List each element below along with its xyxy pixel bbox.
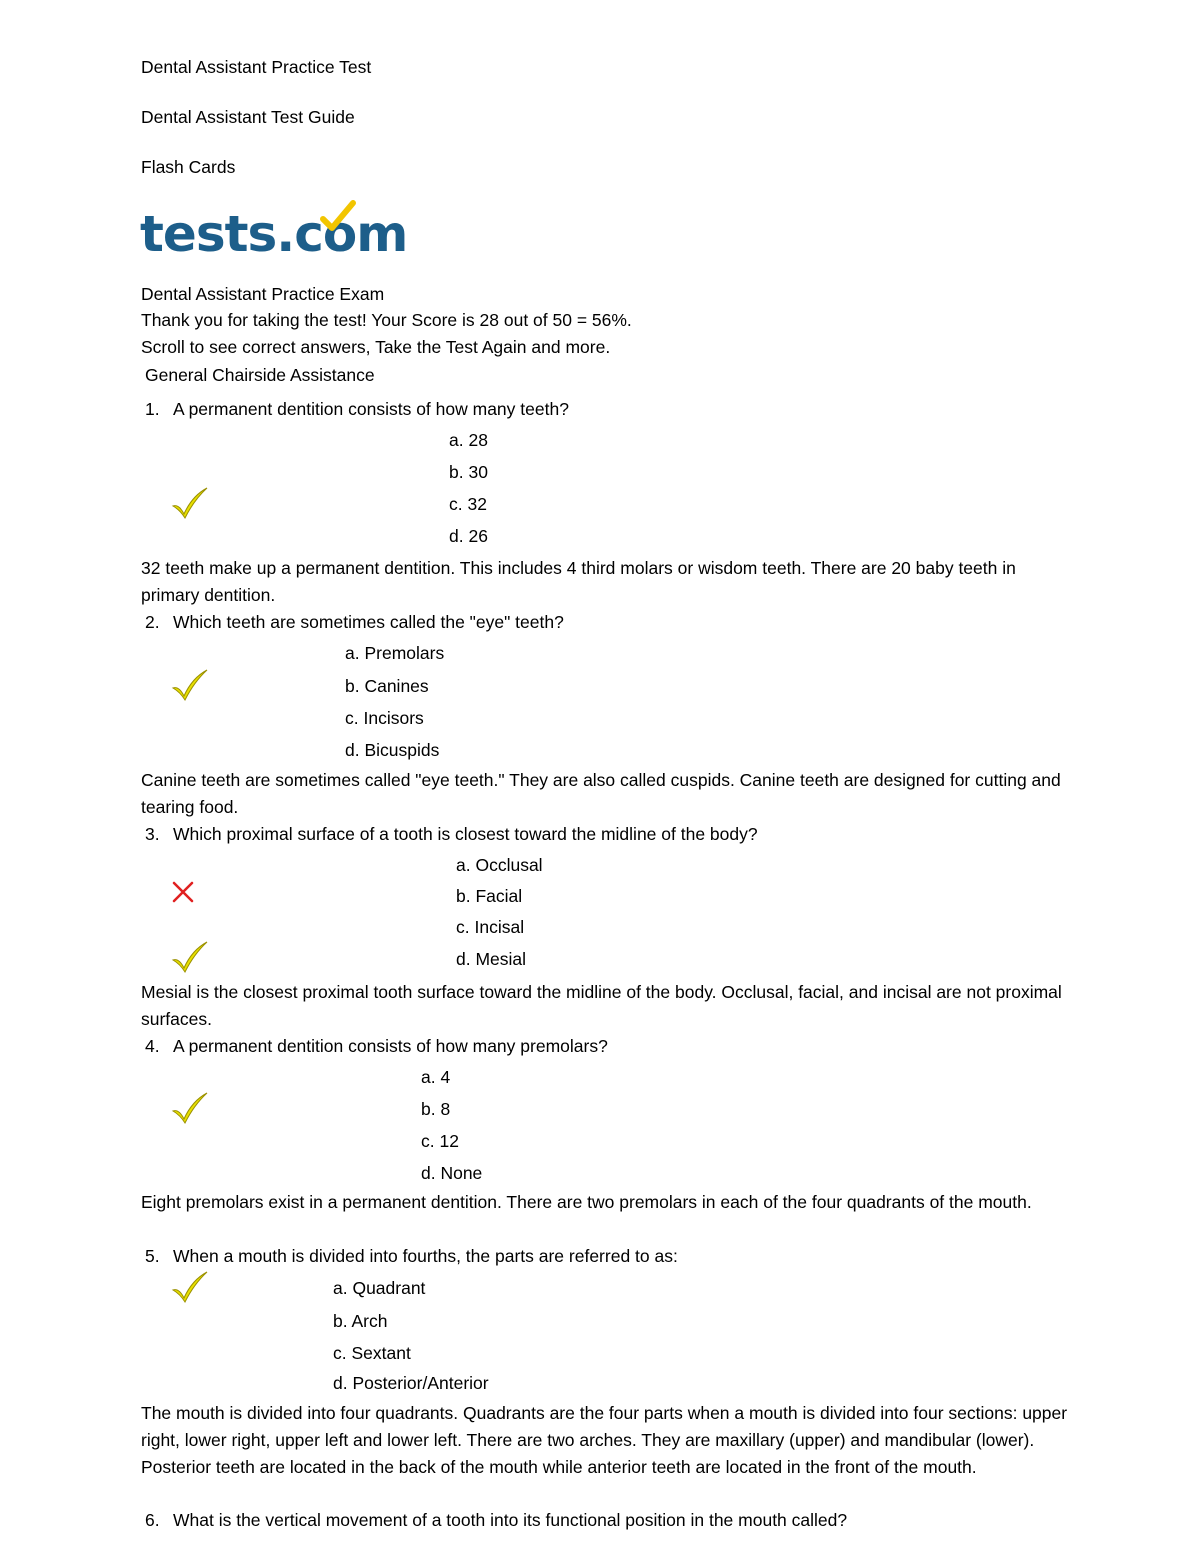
question-number: 3. [145,824,160,844]
cross-icon [172,881,194,903]
question-number: 1. [145,399,160,419]
tests-com-logo [140,203,407,265]
checkmark-icon [170,1270,210,1304]
answer-option[interactable]: a. Occlusal [456,855,543,875]
question-text: A permanent dentition consists of how many teeth? [173,399,569,419]
link-flash-cards[interactable]: Flash Cards [141,157,236,177]
question-text: A permanent dentition consists of how many premolars? [173,1036,608,1056]
checkmark-icon [170,940,210,974]
answer-option[interactable]: b. Facial [456,886,523,906]
checkmark-icon [170,486,210,520]
exam-title: Dental Assistant Practice Exam [141,284,385,304]
scroll-text: Scroll to see correct answers, Take the Test Again and more. [141,337,611,357]
answer-option[interactable]: c. Incisors [345,708,424,728]
question-number: 2. [145,612,160,632]
logo-o: o [323,203,356,265]
explanation: 32 teeth make up a permanent dentition. This includes 4 third molars or wisdom teeth. There are 20 baby teeth in primary dentition. [141,558,1016,605]
answer-option[interactable]: d. 26 [449,526,488,546]
answer-option[interactable]: b. Arch [333,1311,388,1331]
question-number: 6. [145,1510,160,1530]
logo-text-end: m [356,205,408,263]
answer-option[interactable]: d. Posterior/Anterior [333,1373,489,1393]
answer-option[interactable]: b. Canines [345,676,429,696]
question-text: When a mouth is divided into fourths, the parts are referred to as: [173,1246,678,1266]
answer-option[interactable]: d. Mesial [456,949,527,969]
question-number: 5. [145,1246,160,1266]
answer-option[interactable]: a. 28 [449,430,488,450]
checkmark-icon [170,1091,210,1125]
explanation: Mesial is the closest proximal tooth surface toward the midline of the body. Occlusal, facial, and incisal are not proximal surfaces. [141,982,1062,1029]
answer-option[interactable]: c. 12 [421,1131,459,1151]
question-number: 4. [145,1036,160,1056]
answer-option[interactable]: b. 30 [449,462,488,482]
explanation: The mouth is divided into four quadrants. Quadrants are the four parts when a mouth is divided into four sections: upper right, lower right, upper left and lower left. There are two arches. They are maxillary (upper) and mandibular (lower). Posterior teeth are located in the back of the mouth while anterior teeth are located in the front of the mouth. [141,1403,1068,1477]
logo-check-icon [317,197,357,237]
explanation: Eight premolars exist in a permanent dentition. There are two premolars in each of the four quadrants of the mouth. [141,1192,1032,1212]
section-title: General Chairside Assistance [145,365,375,385]
answer-option[interactable]: d. None [421,1163,483,1183]
answer-option[interactable]: a. Quadrant [333,1278,426,1298]
answer-option[interactable]: a. Premolars [345,643,445,663]
link-test-guide[interactable]: Dental Assistant Test Guide [141,107,355,127]
logo-text-start: tests.c [140,205,323,263]
link-practice-test[interactable]: Dental Assistant Practice Test [141,57,372,77]
question-text: What is the vertical movement of a tooth into its functional position in the mouth called? [173,1510,848,1530]
question-text: Which proximal surface of a tooth is closest toward the midline of the body? [173,824,758,844]
answer-option[interactable]: d. Bicuspids [345,740,440,760]
score-text: Thank you for taking the test! Your Score is 28 out of 50 = 56%. [141,310,632,330]
question-text: Which teeth are sometimes called the "eye" teeth? [173,612,564,632]
explanation: Canine teeth are sometimes called "eye teeth." They are also called cuspids. Canine teeth are designed for cutting and tearing food. [141,770,1061,817]
answer-option[interactable]: b. 8 [421,1099,451,1119]
answer-option[interactable]: c. Incisal [456,917,525,937]
answer-option[interactable]: c. 32 [449,494,487,514]
answer-option[interactable]: a. 4 [421,1067,451,1087]
answer-option[interactable]: c. Sextant [333,1343,411,1363]
checkmark-icon [170,668,210,702]
